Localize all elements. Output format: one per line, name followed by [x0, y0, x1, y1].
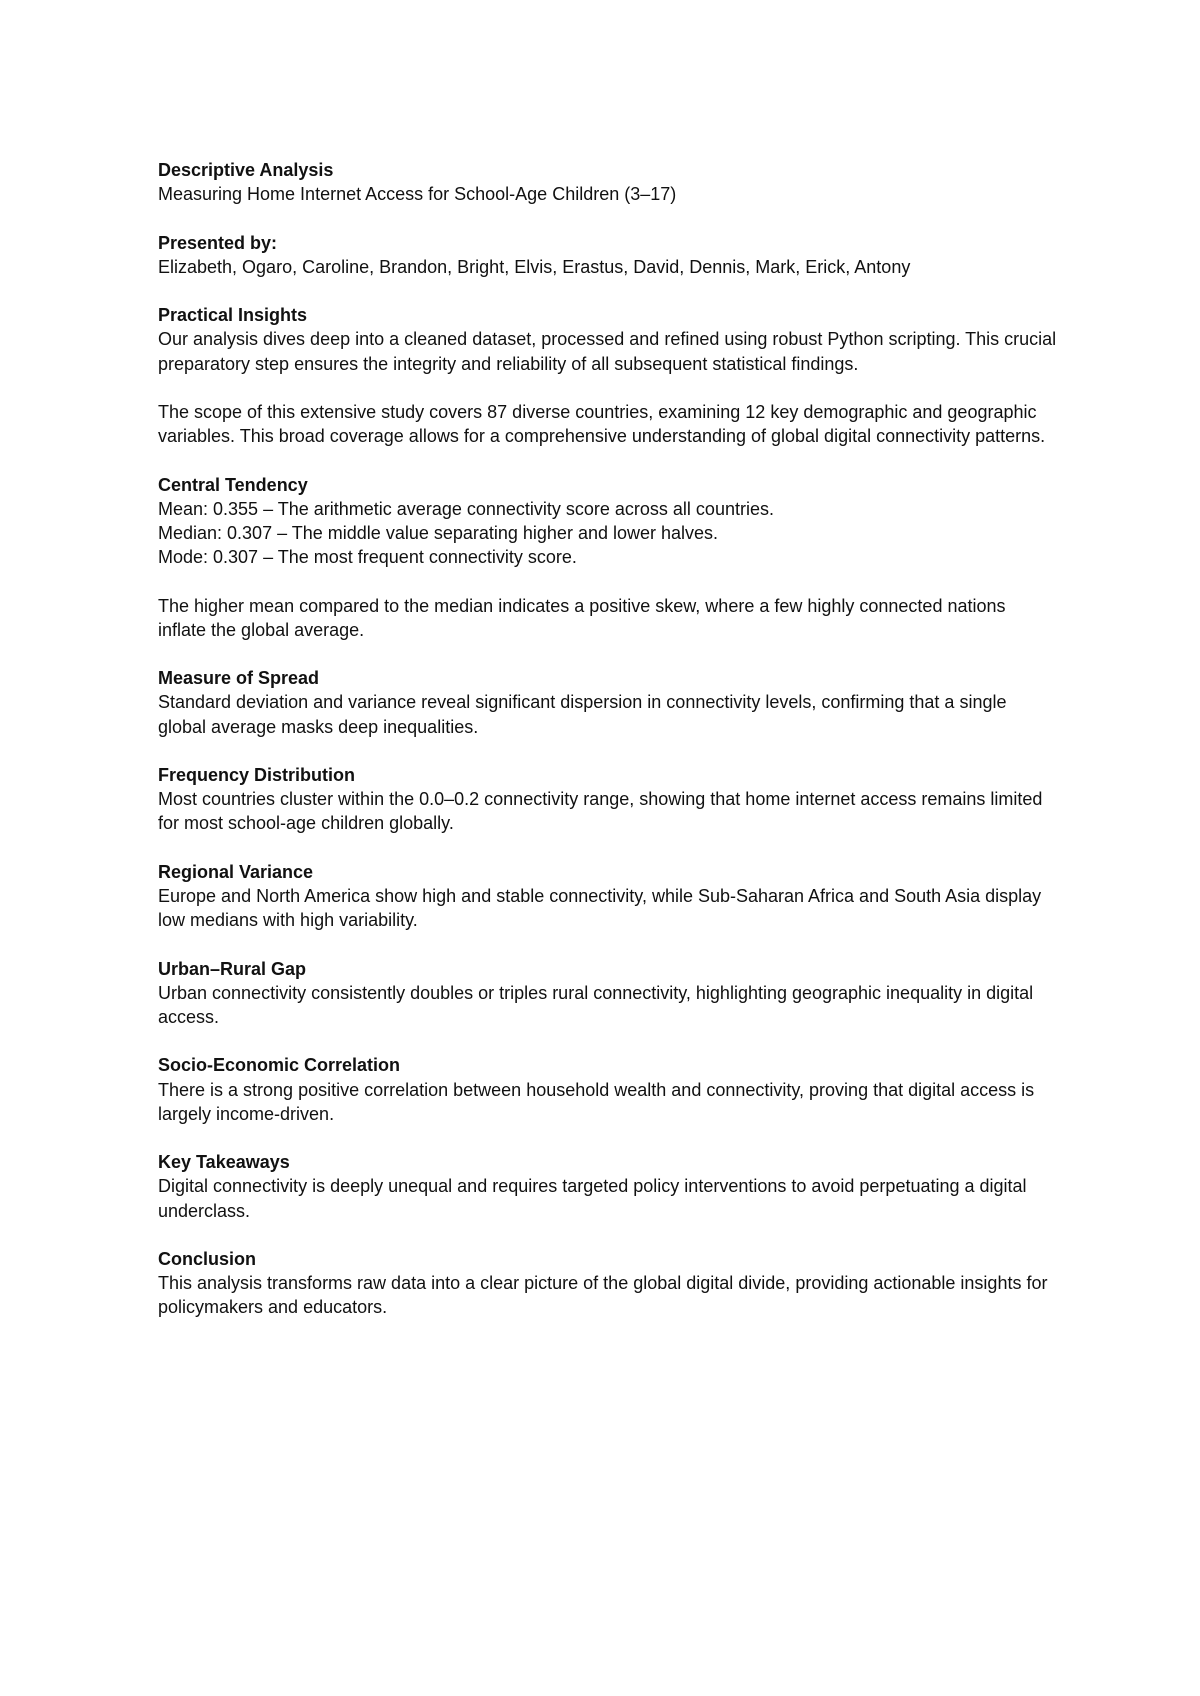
regional-section — [158, 860, 1058, 933]
socio-economic-section — [158, 1053, 1058, 1126]
presenters-heading: Presented by: — [158, 232, 278, 253]
spread-text: Standard deviation and variance reveal significant dispersion in connectivity levels, confirming that a single global average masks deep inequalities. — [158, 692, 1007, 737]
document-page — [158, 158, 1058, 1344]
presenters-names: Elizabeth, Ogaro, Caroline, Brandon, Bright, Elvis, Erastus, David, Dennis, Mark, Erick, Antony — [158, 256, 911, 277]
practical-insights-heading: Practical Insights — [158, 305, 308, 326]
mean-line: Mean: 0.355 – The arithmetic average connectivity score across all countries. — [158, 498, 774, 519]
skew-note: The higher mean compared to the median indicates a positive skew, where a few highly connected nations inflate the global average. — [158, 595, 1006, 640]
takeaways-heading: Key Takeaways — [158, 1152, 290, 1173]
study-scope-section — [158, 400, 1058, 448]
takeaways-text: Digital connectivity is deeply unequal and requires targeted policy interventions to avoid perpetuating a digital underclass. — [158, 1176, 1027, 1221]
socio-economic-heading: Socio-Economic Correlation — [158, 1055, 401, 1076]
urban-rural-section — [158, 957, 1058, 1030]
conclusion-heading: Conclusion — [158, 1248, 256, 1269]
frequency-text: Most countries cluster within the 0.0–0.2 connectivity range, showing that home internet access remains limited for most school-age children globally. — [158, 789, 1043, 834]
presenters-section — [158, 231, 1058, 279]
skew-note-section — [158, 594, 1058, 642]
central-tendency-section — [158, 473, 1058, 570]
socio-economic-text: There is a strong positive correlation between household wealth and connectivity, proving that digital access is largely income-driven. — [158, 1079, 1035, 1124]
central-tendency-heading: Central Tendency — [158, 474, 308, 495]
frequency-heading: Frequency Distribution — [158, 764, 356, 785]
conclusion-text: This analysis transforms raw data into a clear picture of the global digital divide, providing actionable insights for policymakers and educators. — [158, 1273, 1048, 1318]
document-title: Descriptive Analysis — [158, 160, 334, 180]
spread-section — [158, 666, 1058, 739]
spread-heading: Measure of Spread — [158, 668, 320, 689]
urban-rural-heading: Urban–Rural Gap — [158, 958, 307, 979]
document-subtitle: Measuring Home Internet Access for School-Age Children (3–17) — [158, 184, 677, 205]
frequency-section — [158, 763, 1058, 836]
regional-heading: Regional Variance — [158, 861, 314, 882]
regional-text: Europe and North America show high and stable connectivity, while Sub-Saharan Africa and South Asia display low medians with high variability. — [158, 885, 1042, 931]
conclusion-section — [158, 1247, 1058, 1320]
urban-rural-text: Urban connectivity consistently doubles or triples rural connectivity, highlighting geographic inequality in digital access. — [158, 982, 1034, 1027]
practical-insights-paragraph-2: The scope of this extensive study covers 87 diverse countries, examining 12 key demographic and geographic variables. This broad coverage allows for a comprehensive understanding of global digital connectivity patterns. — [158, 401, 1046, 447]
practical-insights-section — [158, 303, 1058, 376]
median-line: Median: 0.307 – The middle value separating higher and lower halves. — [158, 522, 719, 543]
mode-line: Mode: 0.307 – The most frequent connectivity score. — [158, 547, 577, 568]
takeaways-section — [158, 1150, 1058, 1223]
title-section — [158, 158, 1058, 206]
practical-insights-paragraph-1: Our analysis dives deep into a cleaned dataset, processed and refined using robust Python scripting. This crucial preparatory step ensures the integrity and reliability of all subsequent statistical findings. — [158, 329, 1057, 374]
